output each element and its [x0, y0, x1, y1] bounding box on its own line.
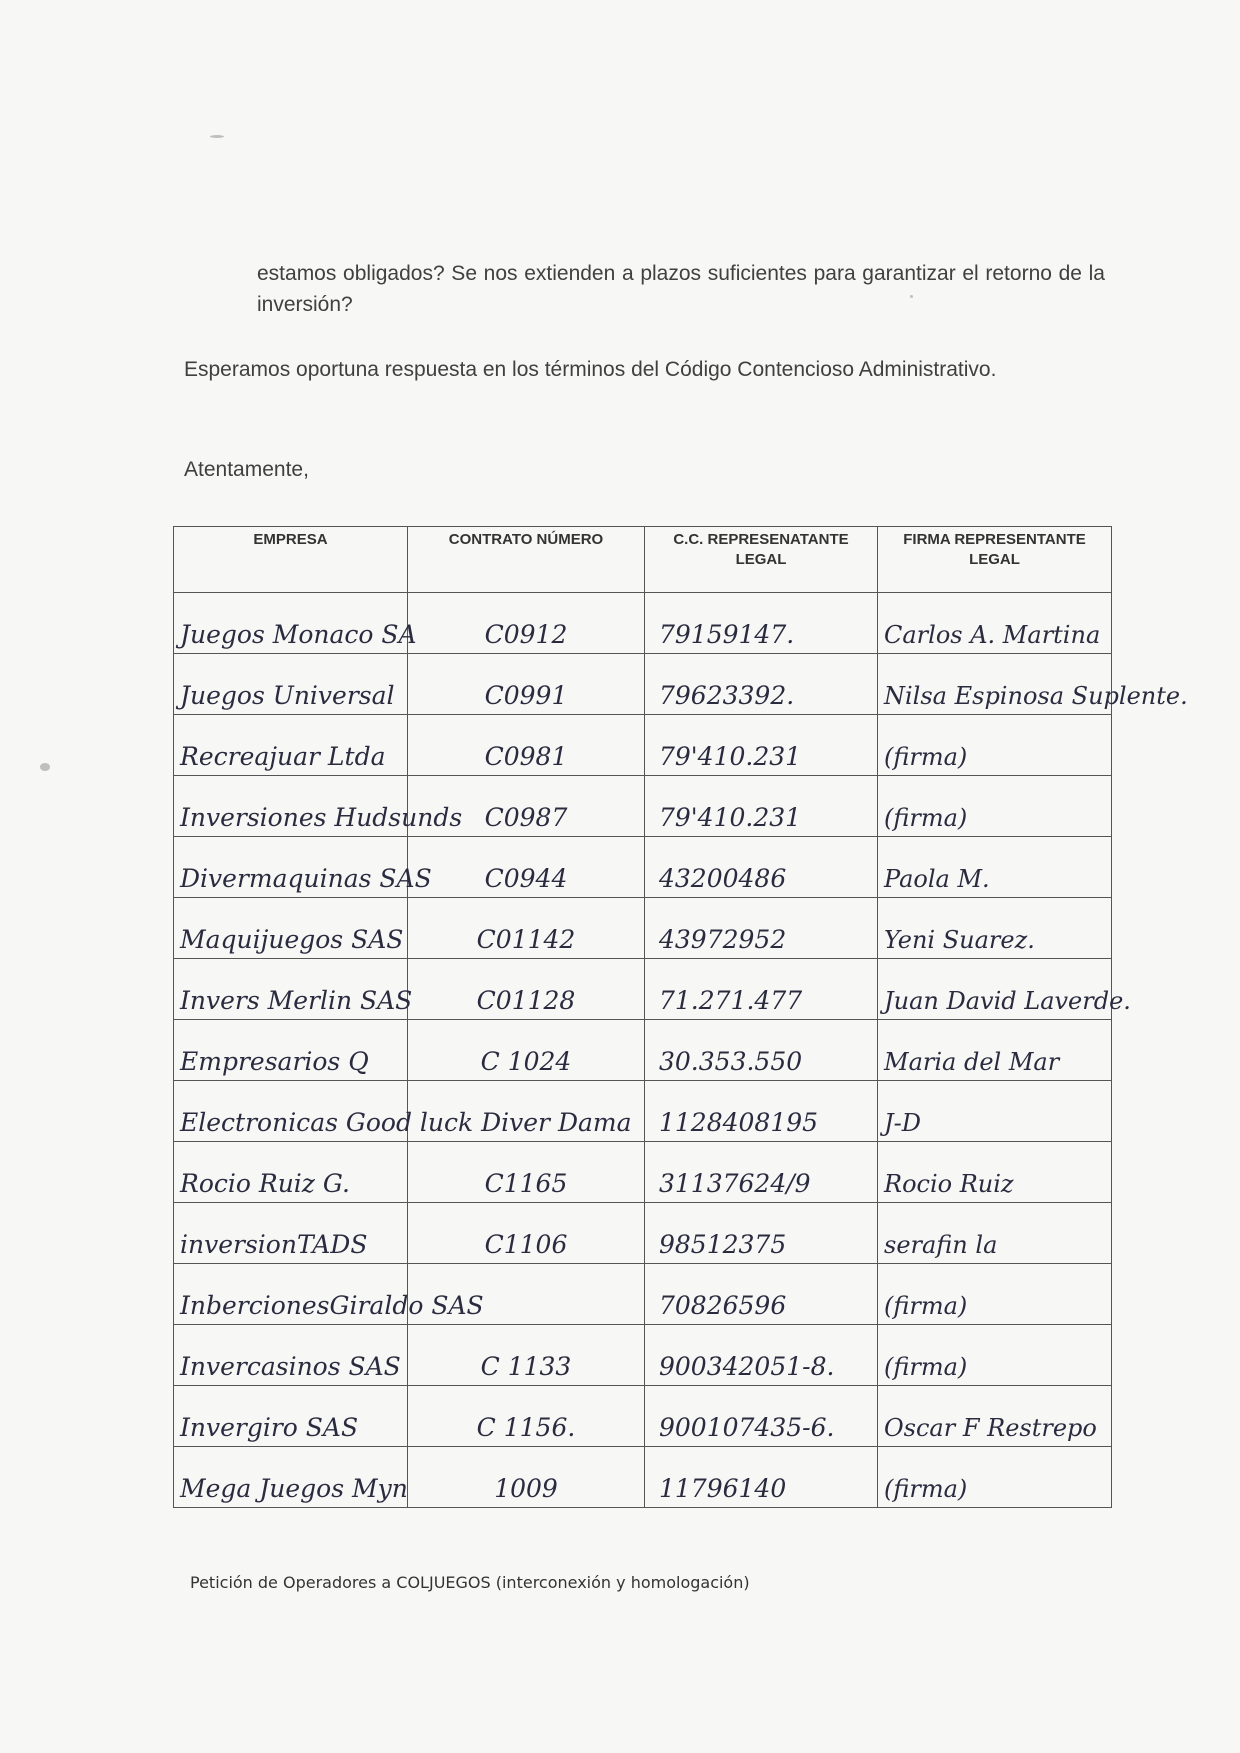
cell-empresa: InbercionesGiraldo SAS [174, 1264, 408, 1325]
cell-contrato: C01142 [408, 898, 645, 959]
cell-contrato: C0987 [408, 776, 645, 837]
table-row [174, 1447, 1112, 1508]
cell-contrato: C1106 [408, 1203, 645, 1264]
cell-contrato: C01128 [408, 959, 645, 1020]
cell-cc: 79'410.231 [645, 715, 878, 776]
cell-empresa: Juegos Universal [174, 654, 408, 715]
cell-empresa: Maquijuegos SAS [174, 898, 408, 959]
signatures-table [173, 526, 1188, 1508]
table-row [174, 837, 1112, 898]
cell-cc: 43972952 [645, 898, 878, 959]
cell-empresa: Divermaquinas SAS [174, 837, 408, 898]
cell-contrato: C0944 [408, 837, 645, 898]
cell-contrato: C 1156. [408, 1386, 645, 1447]
cell-cc: 71.271.477 [645, 959, 878, 1020]
cell-contrato: C 1133 [408, 1325, 645, 1386]
cell-empresa: Mega Juegos Myn [174, 1447, 408, 1508]
header-contrato: CONTRATO NÚMERO [408, 527, 645, 593]
cell-firma: (firma) [878, 1264, 1112, 1325]
cell-cc: 98512375 [645, 1203, 878, 1264]
table-row [174, 898, 1112, 959]
header-firma: FIRMA REPRESENTANTE LEGAL [878, 527, 1112, 593]
paragraph-question: estamos obligados? Se nos extienden a plazos suficientes para garantizar el retorno de la inversión? [257, 262, 1105, 316]
cell-contrato: C0991 [408, 654, 645, 715]
cell-empresa: inversionTADS [174, 1203, 408, 1264]
table-header-row [174, 527, 1112, 593]
cell-cc: 11796140 [645, 1447, 878, 1508]
table-row [174, 776, 1112, 837]
table-row [174, 1142, 1112, 1203]
cell-empresa: Inversiones Hudsunds [174, 776, 408, 837]
cell-firma: (firma) [878, 776, 1112, 837]
cell-cc: 79623392. [645, 654, 878, 715]
cell-cc: 79159147. [645, 593, 878, 654]
paragraph-request: Esperamos oportuna respuesta en los términos del Código Contencioso Administrativo. [184, 358, 997, 381]
table-row [174, 1020, 1112, 1081]
header-empresa: EMPRESA [174, 527, 408, 593]
table-body [174, 593, 1188, 1508]
cell-cc: 31137624/9 [645, 1142, 878, 1203]
cell-empresa: Empresarios Q [174, 1020, 408, 1081]
table-row [174, 654, 1112, 715]
page-footer: Petición de Operadores a COLJUEGOS (interconexión y homologación) [190, 1573, 750, 1592]
cell-firma: Rocio Ruiz [878, 1142, 1112, 1203]
cell-cc: 79'410.231 [645, 776, 878, 837]
table-row [174, 715, 1112, 776]
cell-empresa: Invergiro SAS [174, 1386, 408, 1447]
cell-cc: 43200486 [645, 837, 878, 898]
cell-cc: 900107435-6. [645, 1386, 878, 1447]
cell-contrato: C 1024 [408, 1020, 645, 1081]
table-row [174, 1081, 1112, 1142]
cell-firma: Nilsa Espinosa Suplente. [878, 654, 1112, 715]
table-row [174, 959, 1112, 1020]
cell-firma: Paola M. [878, 837, 1112, 898]
cell-cc: 30.353.550 [645, 1020, 878, 1081]
cell-cc: 1128408195 [645, 1081, 878, 1142]
cell-empresa: Juegos Monaco SA [174, 593, 408, 654]
cell-firma: Yeni Suarez. [878, 898, 1112, 959]
cell-contrato: C1165 [408, 1142, 645, 1203]
cell-firma: Oscar F Restrepo [878, 1386, 1112, 1447]
cell-firma: serafin la [878, 1203, 1112, 1264]
cell-firma: (firma) [878, 715, 1112, 776]
table-row [174, 593, 1112, 654]
cell-firma: Maria del Mar [878, 1020, 1112, 1081]
cell-empresa: Rocio Ruiz G. [174, 1142, 408, 1203]
table-row [174, 1203, 1112, 1264]
cell-cc: 900342051-8. [645, 1325, 878, 1386]
cell-empresa: Invercasinos SAS [174, 1325, 408, 1386]
cell-firma: (firma) [878, 1325, 1112, 1386]
header-cc: C.C. REPRESENATANTE LEGAL [645, 527, 878, 593]
cell-firma: J-D [878, 1081, 1112, 1142]
cell-empresa: Invers Merlin SAS [174, 959, 408, 1020]
cell-contrato: C0912 [408, 593, 645, 654]
cell-empresa: Recreajuar Ltda [174, 715, 408, 776]
cell-firma: Carlos A. Martina [878, 593, 1112, 654]
cell-contrato: C0981 [408, 715, 645, 776]
table-row [174, 1325, 1112, 1386]
table-row [174, 1264, 1112, 1325]
closing-text: Atentamente, [184, 458, 309, 481]
cell-contrato: 1009 [408, 1447, 645, 1508]
table-row [174, 1386, 1112, 1447]
cell-cc: 70826596 [645, 1264, 878, 1325]
cell-firma: Juan David Laverde. [878, 959, 1112, 1020]
cell-firma: (firma) [878, 1447, 1112, 1508]
cell-empresa: Electronicas Good luck Diver Dama [174, 1081, 408, 1142]
